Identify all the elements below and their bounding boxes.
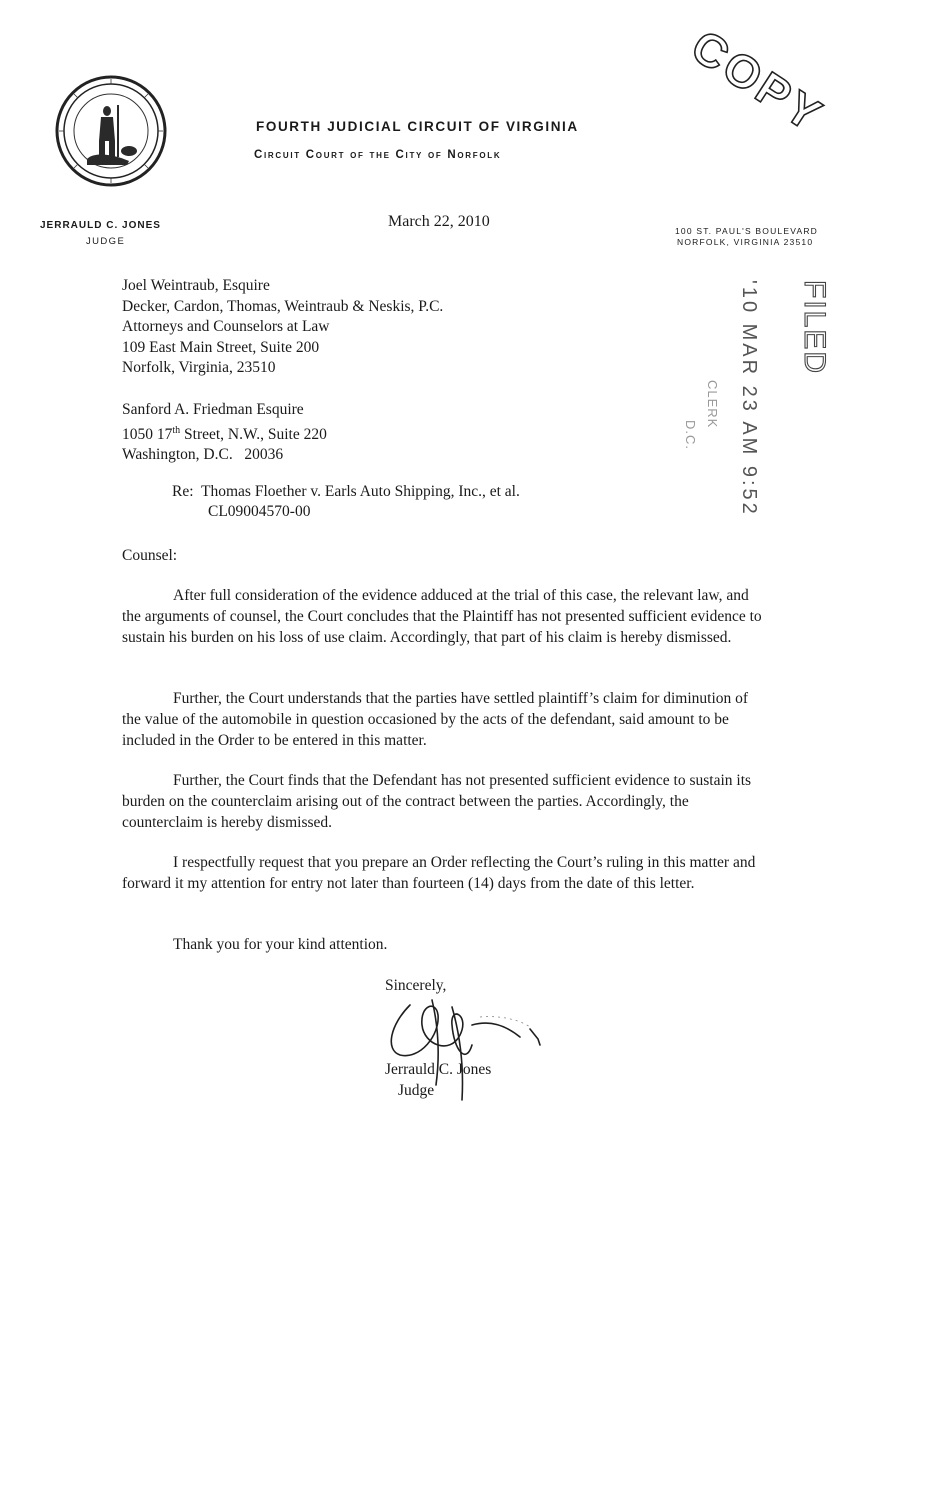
- court-address-line1: 100 ST. PAUL'S BOULEVARD: [675, 226, 819, 236]
- addressee-block-friedman: [122, 400, 327, 466]
- court-name: FOURTH JUDICIAL CIRCUIT OF VIRGINIA: [256, 119, 579, 134]
- re-case-number: CL09004570-00: [208, 503, 311, 520]
- addressee-line: Decker, Cardon, Thomas, Weintraub & Neskis, P.C.: [122, 297, 444, 315]
- addressee-line: Washington, D.C. 20036: [122, 446, 284, 464]
- addressee-line: Joel Weintraub, Esquire: [122, 277, 270, 294]
- addressee-line: 109 East Main Street, Suite 200: [122, 338, 320, 356]
- clerk-text: CLERK: [705, 380, 720, 429]
- filed-time-text: '10 MAR 23 AM 9:52: [738, 280, 760, 517]
- court-address-line2: NORFOLK, VIRGINIA 23510: [677, 237, 814, 247]
- body-paragraph: After full consideration of the evidence adduced at the trial of this case, the relevant law, and the arguments of counsel, the Court concludes that the Plaintiff has not presented sufficient evidence to sustain his burden on his loss of use claim. Accordingly, that part of his claim is hereby dismissed.: [122, 587, 762, 646]
- street-rest: Street, N.W., Suite 220: [180, 425, 327, 443]
- body-paragraph: Further, the Court understands that the parties have settled plaintiff’s claim for diminution of the value of the automobile in question occasioned by the acts of the defendant, said amount to be included in the Order to be entered in this matter.: [122, 690, 749, 749]
- body-paragraph: I respectfully request that you prepare an Order reflecting the Court’s ruling in this matter and forward it my attention for entry not later than fourteen (14) days from the date of this letter.: [122, 854, 756, 892]
- filed-stamp-icon: [650, 270, 840, 517]
- judge-title: JUDGE: [86, 236, 126, 247]
- addressee-street: [122, 421, 327, 446]
- re-block: [172, 482, 520, 522]
- sign-off: Sincerely,: [385, 977, 447, 994]
- copy-stamp-icon: [650, 19, 834, 160]
- signer-title: Judge: [398, 1082, 435, 1099]
- addressee-line: Attorneys and Counselors at Law: [122, 318, 330, 336]
- clerk-sub-text: D.C.: [683, 420, 698, 450]
- letter-date: March 22, 2010: [388, 213, 490, 230]
- re-case-title: Thomas Floether v. Earls Auto Shipping, Inc., et al.: [201, 483, 520, 500]
- addressee-line: Norfolk, Virginia, 23510: [122, 359, 276, 377]
- virginia-seal-icon: [55, 75, 167, 187]
- court-subname: Circuit Court of the City of Norfolk: [254, 149, 502, 161]
- re-label: Re:: [172, 483, 194, 500]
- judge-name: JERRAULD C. JONES: [40, 220, 161, 231]
- street-ordinal: th: [172, 424, 181, 436]
- street-number: 1050 17: [122, 425, 173, 443]
- signer-name: Jerrauld C. Jones: [385, 1061, 492, 1078]
- closing-thanks: Thank you for your kind attention.: [173, 936, 388, 953]
- salutation: Counsel:: [122, 547, 178, 564]
- addressee-block-weintraub: [122, 276, 443, 379]
- addressee-line: Sanford A. Friedman Esquire: [122, 401, 304, 418]
- copy-stamp-text: COPY: [682, 19, 834, 143]
- body-paragraph: Further, the Court finds that the Defendant has not presented sufficient evidence to sustain its burden on the counterclaim arising out of the contract between the parties. Accordingly, the counterclaim is hereby dismissed.: [122, 772, 752, 831]
- filed-stamp-text: FILED: [798, 280, 831, 376]
